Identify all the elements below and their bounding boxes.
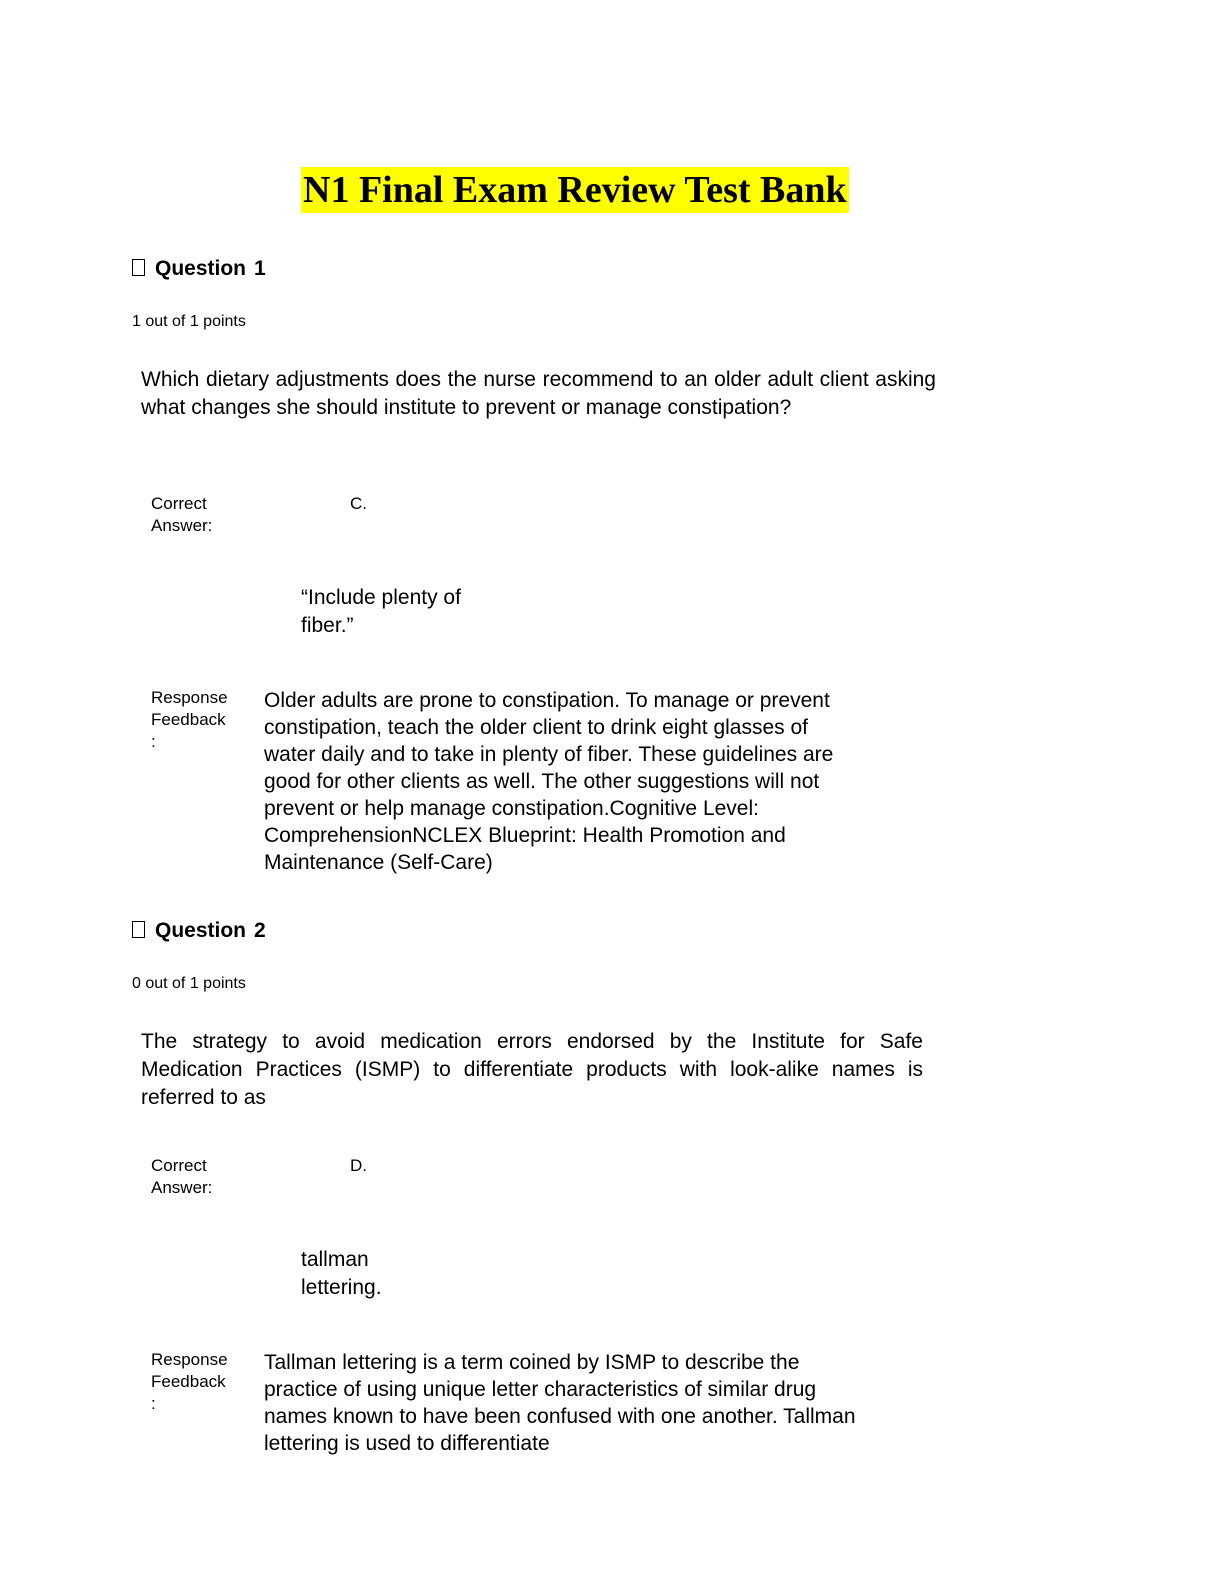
question-1-correct-answer: “Include plenty of fiber.” <box>301 586 461 637</box>
question-1-feedback-label: Response Feedback : <box>151 688 228 751</box>
question-2-feedback-label: Response Feedback : <box>151 1350 228 1413</box>
question-1-text: Which dietary adjustments does the nurse recommend to an older adult client asking what changes she should institute to prevent or manage constipation? <box>141 368 936 419</box>
question-2-feedback: Tallman lettering is a term coined by ISMP to describe the practice of using unique letter characteristics of similar drug names known to have been confused with one another. Tallman lettering is used to differentiate <box>264 1351 856 1455</box>
checkbox-icon <box>132 259 145 276</box>
question-1-correct-letter: C. <box>350 494 367 513</box>
question-1-heading <box>132 256 266 282</box>
question-1-label: Question <box>155 257 247 280</box>
question-2-text: The strategy to avoid medication errors endorsed by the Institute for Safe Medication Practices (ISMP) to differentiate products with look-alike names is referred to as <box>141 1030 923 1109</box>
question-1-feedback: Older adults are prone to constipation. To manage or prevent constipation, teach the older client to drink eight glasses of water daily and to take in plenty of fiber. These guidelines are good for other clients as well. The other suggestions will not prevent or help manage constipation.Cognitive Level: ComprehensionNCLEX Blueprint: Health Promotion and Maintenance (Self-Care) <box>264 689 834 874</box>
question-1-correct-answer-label: Correct Answer: <box>151 494 213 535</box>
question-2-heading <box>132 918 266 944</box>
checkbox-icon <box>132 921 145 938</box>
question-2-correct-answer: tallman lettering. <box>301 1248 382 1299</box>
question-2-points: 0 out of 1 points <box>132 975 246 992</box>
question-2-correct-letter: D. <box>350 1156 367 1175</box>
question-2-number: 2 <box>254 919 266 942</box>
question-1-number: 1 <box>254 257 266 280</box>
question-2-label: Question <box>155 919 247 942</box>
question-2-correct-answer-label: Correct Answer: <box>151 1156 213 1197</box>
question-1-points: 1 out of 1 points <box>132 313 246 330</box>
document-title: N1 Final Exam Review Test Bank <box>303 169 847 211</box>
